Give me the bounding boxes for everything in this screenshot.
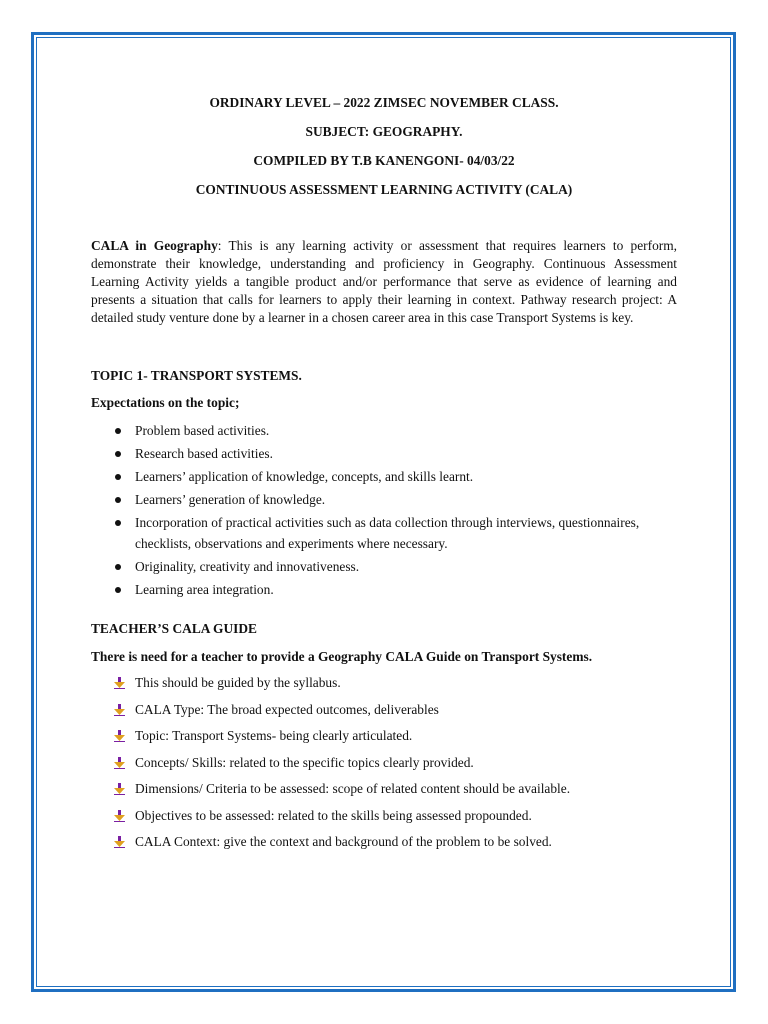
- list-item-text: Concepts/ Skills: related to the specific topics clearly provided.: [135, 754, 474, 770]
- intro-paragraph: [91, 237, 677, 327]
- heading-compiled-by: COMPILED BY T.B KANENGONI- 04/03/22: [253, 153, 515, 168]
- heading-class: ORDINARY LEVEL – 2022 ZIMSEC NOVEMBER CLASS.: [209, 95, 559, 110]
- list-item: [91, 674, 677, 701]
- guide-title: TEACHER’S CALA GUIDE: [91, 621, 257, 636]
- list-item-text: Dimensions/ Criteria to be assessed: scope of related content should be available.: [135, 781, 571, 796]
- list-item: [91, 780, 677, 807]
- intro-text: : This is any learning activity or assessment that requires learners to perform, demonstrate their knowledge, understanding and proficiency in Geography. Continuous Assessment Learning Activity yields a tangible product and/or performance that serve as evidence of learning and presents a situation that calls for learners to apply their learning in context. Pathway research project: A detailed study venture done by a learner in a chosen career area in this case Transport Systems is key.: [91, 238, 678, 325]
- heading-subject: SUBJECT: GEOGRAPHY.: [305, 124, 463, 139]
- list-item-text: Learners’ generation of knowledge.: [135, 492, 326, 507]
- down-arrow-bullet-icon: [114, 757, 125, 769]
- list-item: [91, 489, 677, 510]
- down-arrow-bullet-icon: [114, 704, 125, 716]
- list-item: [91, 701, 677, 728]
- list-item-text: CALA Type: The broad expected outcomes, deliverables: [135, 701, 439, 717]
- list-item: [91, 443, 677, 464]
- list-item-text: This should be guided by the syllabus.: [135, 675, 341, 690]
- down-arrow-bullet-icon: [114, 783, 125, 795]
- list-item-text: Problem based activities.: [135, 423, 270, 438]
- list-item: [91, 727, 677, 754]
- list-item: [91, 833, 677, 860]
- list-item: [91, 466, 677, 487]
- down-arrow-bullet-icon: [114, 810, 125, 822]
- down-arrow-bullet-icon: [114, 677, 125, 689]
- topic-title: TOPIC 1- TRANSPORT SYSTEMS.: [91, 368, 302, 383]
- list-item-text: Learners’ application of knowledge, concepts, and skills learnt.: [135, 469, 474, 484]
- round-bullet-icon: [115, 428, 121, 434]
- heading-cala: CONTINUOUS ASSESSMENT LEARNING ACTIVITY (CALA): [195, 182, 573, 197]
- round-bullet-icon: [115, 564, 121, 570]
- round-bullet-icon: [115, 451, 121, 457]
- intro-term: CALA in Geography: [91, 238, 218, 253]
- round-bullet-icon: [115, 497, 121, 503]
- list-item-text: Originality, creativity and innovativeness.: [135, 559, 360, 574]
- round-bullet-icon: [115, 587, 121, 593]
- list-item: [91, 754, 677, 781]
- down-arrow-bullet-icon: [114, 730, 125, 742]
- expectations-list: [91, 420, 677, 600]
- down-arrow-bullet-icon: [114, 836, 125, 848]
- round-bullet-icon: [115, 520, 121, 526]
- list-item-text: Research based activities.: [135, 446, 273, 461]
- document-content: [91, 94, 677, 860]
- expectations-title: Expectations on the topic;: [91, 395, 240, 410]
- list-item-text: Incorporation of practical activities such as data collection through interviews, questionnaires, checklists, observations and experiments where necessary.: [135, 515, 640, 551]
- list-item-text: CALA Context: give the context and background of the problem to be solved.: [135, 834, 552, 849]
- list-item-text: Objectives to be assessed: related to the skills being assessed propounded.: [135, 807, 532, 823]
- list-item: [91, 579, 677, 600]
- guide-list: [91, 674, 677, 860]
- list-item: [91, 512, 677, 554]
- guide-subtitle: There is need for a teacher to provide a Geography CALA Guide on Transport Systems.: [91, 649, 593, 664]
- round-bullet-icon: [115, 474, 121, 480]
- list-item: [91, 420, 677, 441]
- list-item-text: Learning area integration.: [135, 582, 274, 597]
- list-item: [91, 556, 677, 577]
- list-item-text: Topic: Transport Systems- being clearly articulated.: [135, 728, 413, 743]
- list-item: [91, 807, 677, 834]
